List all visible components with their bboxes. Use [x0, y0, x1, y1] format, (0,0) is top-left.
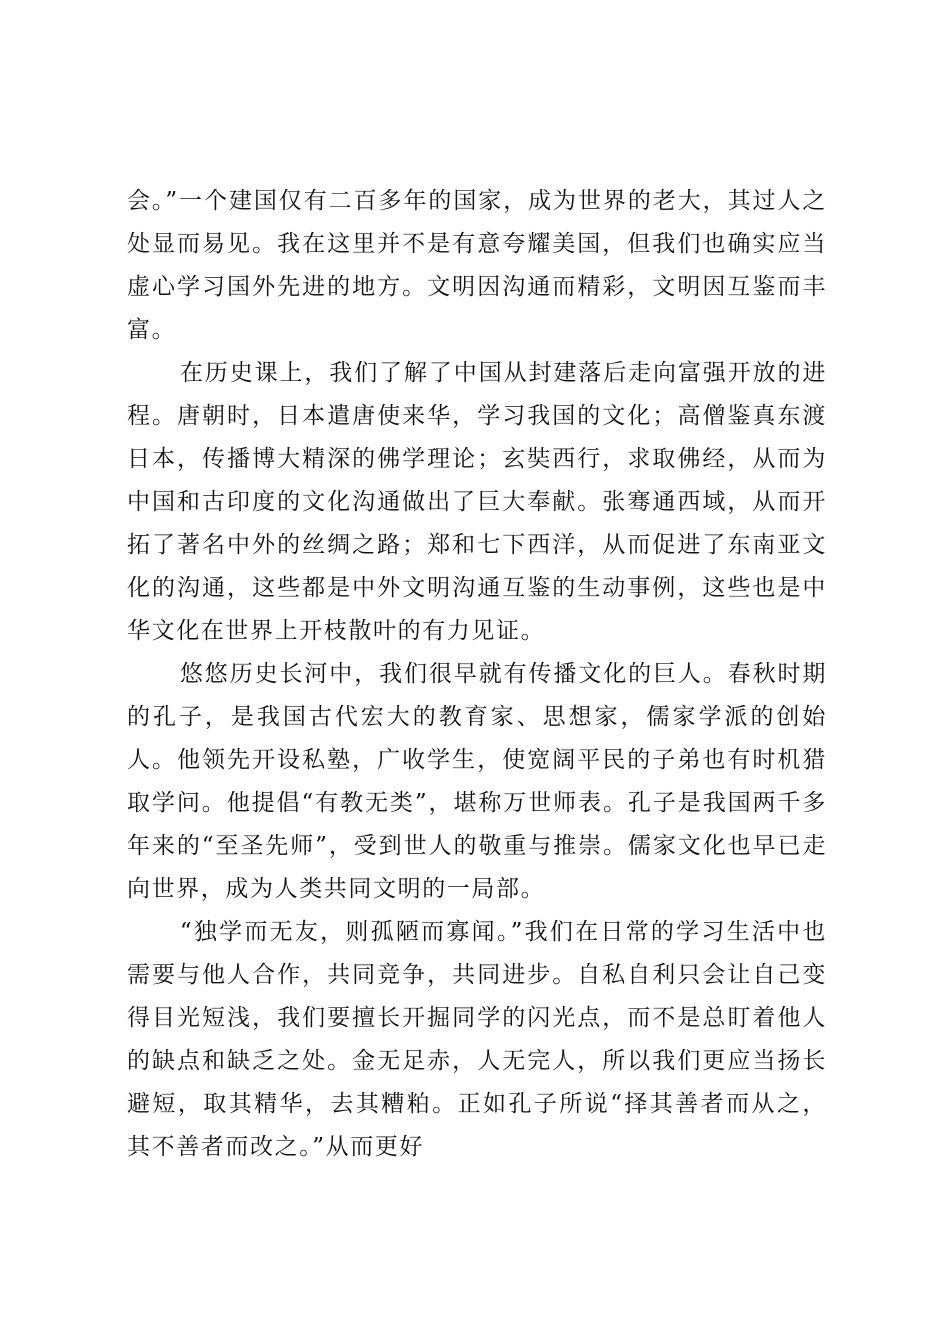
- paragraph-continuation: 会。”一个建国仅有二百多年的国家，成为世界的老大，其过人之处显而易见。我在这里并不是有意夸耀美国，但我们也确实应当虚心学习国外先进的地方。文明因沟通而精彩，文明因互鉴而丰富。: [127, 188, 827, 343]
- document-body: [127, 180, 827, 1169]
- paragraph-confucius: 悠悠历史长河中，我们很早就有传播文化的巨人。春秋时期的孔子，是我国古代宏大的教育家、思想家，儒家学派的创始人。他领先开设私塾，广收学生，使宽阔平民的子弟也有时机猎取学问。他提倡“有教无类”，堪称万世师表。孔子是我国两千多年来的“至圣先师”，受到世人的敬重与推崇。儒家文化也早已走向世界，成为人类共同文明的一局部。: [127, 661, 827, 902]
- paragraph-history-class: 在历史课上，我们了解了中国从封建落后走向富强开放的进程。唐朝时，日本遣唐使来华，学习我国的文化；高僧鉴真东渡日本，传播博大精深的佛学理论；玄奘西行，求取佛经，从而为中国和古印度的文化沟通做出了巨大奉献。张骞通西域，从而开拓了著名中外的丝绸之路；郑和七下西洋，从而促进了东南亚文化的沟通，这些都是中外文明沟通互鉴的生动事例，这些也是中华文化在世界上开枝散叶的有力见证。: [127, 360, 827, 644]
- paragraph-learning-together: “独学而无友，则孤陋而寡闻。”我们在日常的学习生活中也需要与他人合作，共同竞争，共同进步。自私自利只会让自己变得目光短浅，我们要擅长开掘同学的闪光点，而不是总盯着他人的缺点和缺乏之处。金无足赤，人无完人，所以我们更应当扬长避短，取其精华，去其糟粕。正如孔子所说“择其善者而从之，其不善者而改之。”从而更好: [127, 919, 827, 1160]
